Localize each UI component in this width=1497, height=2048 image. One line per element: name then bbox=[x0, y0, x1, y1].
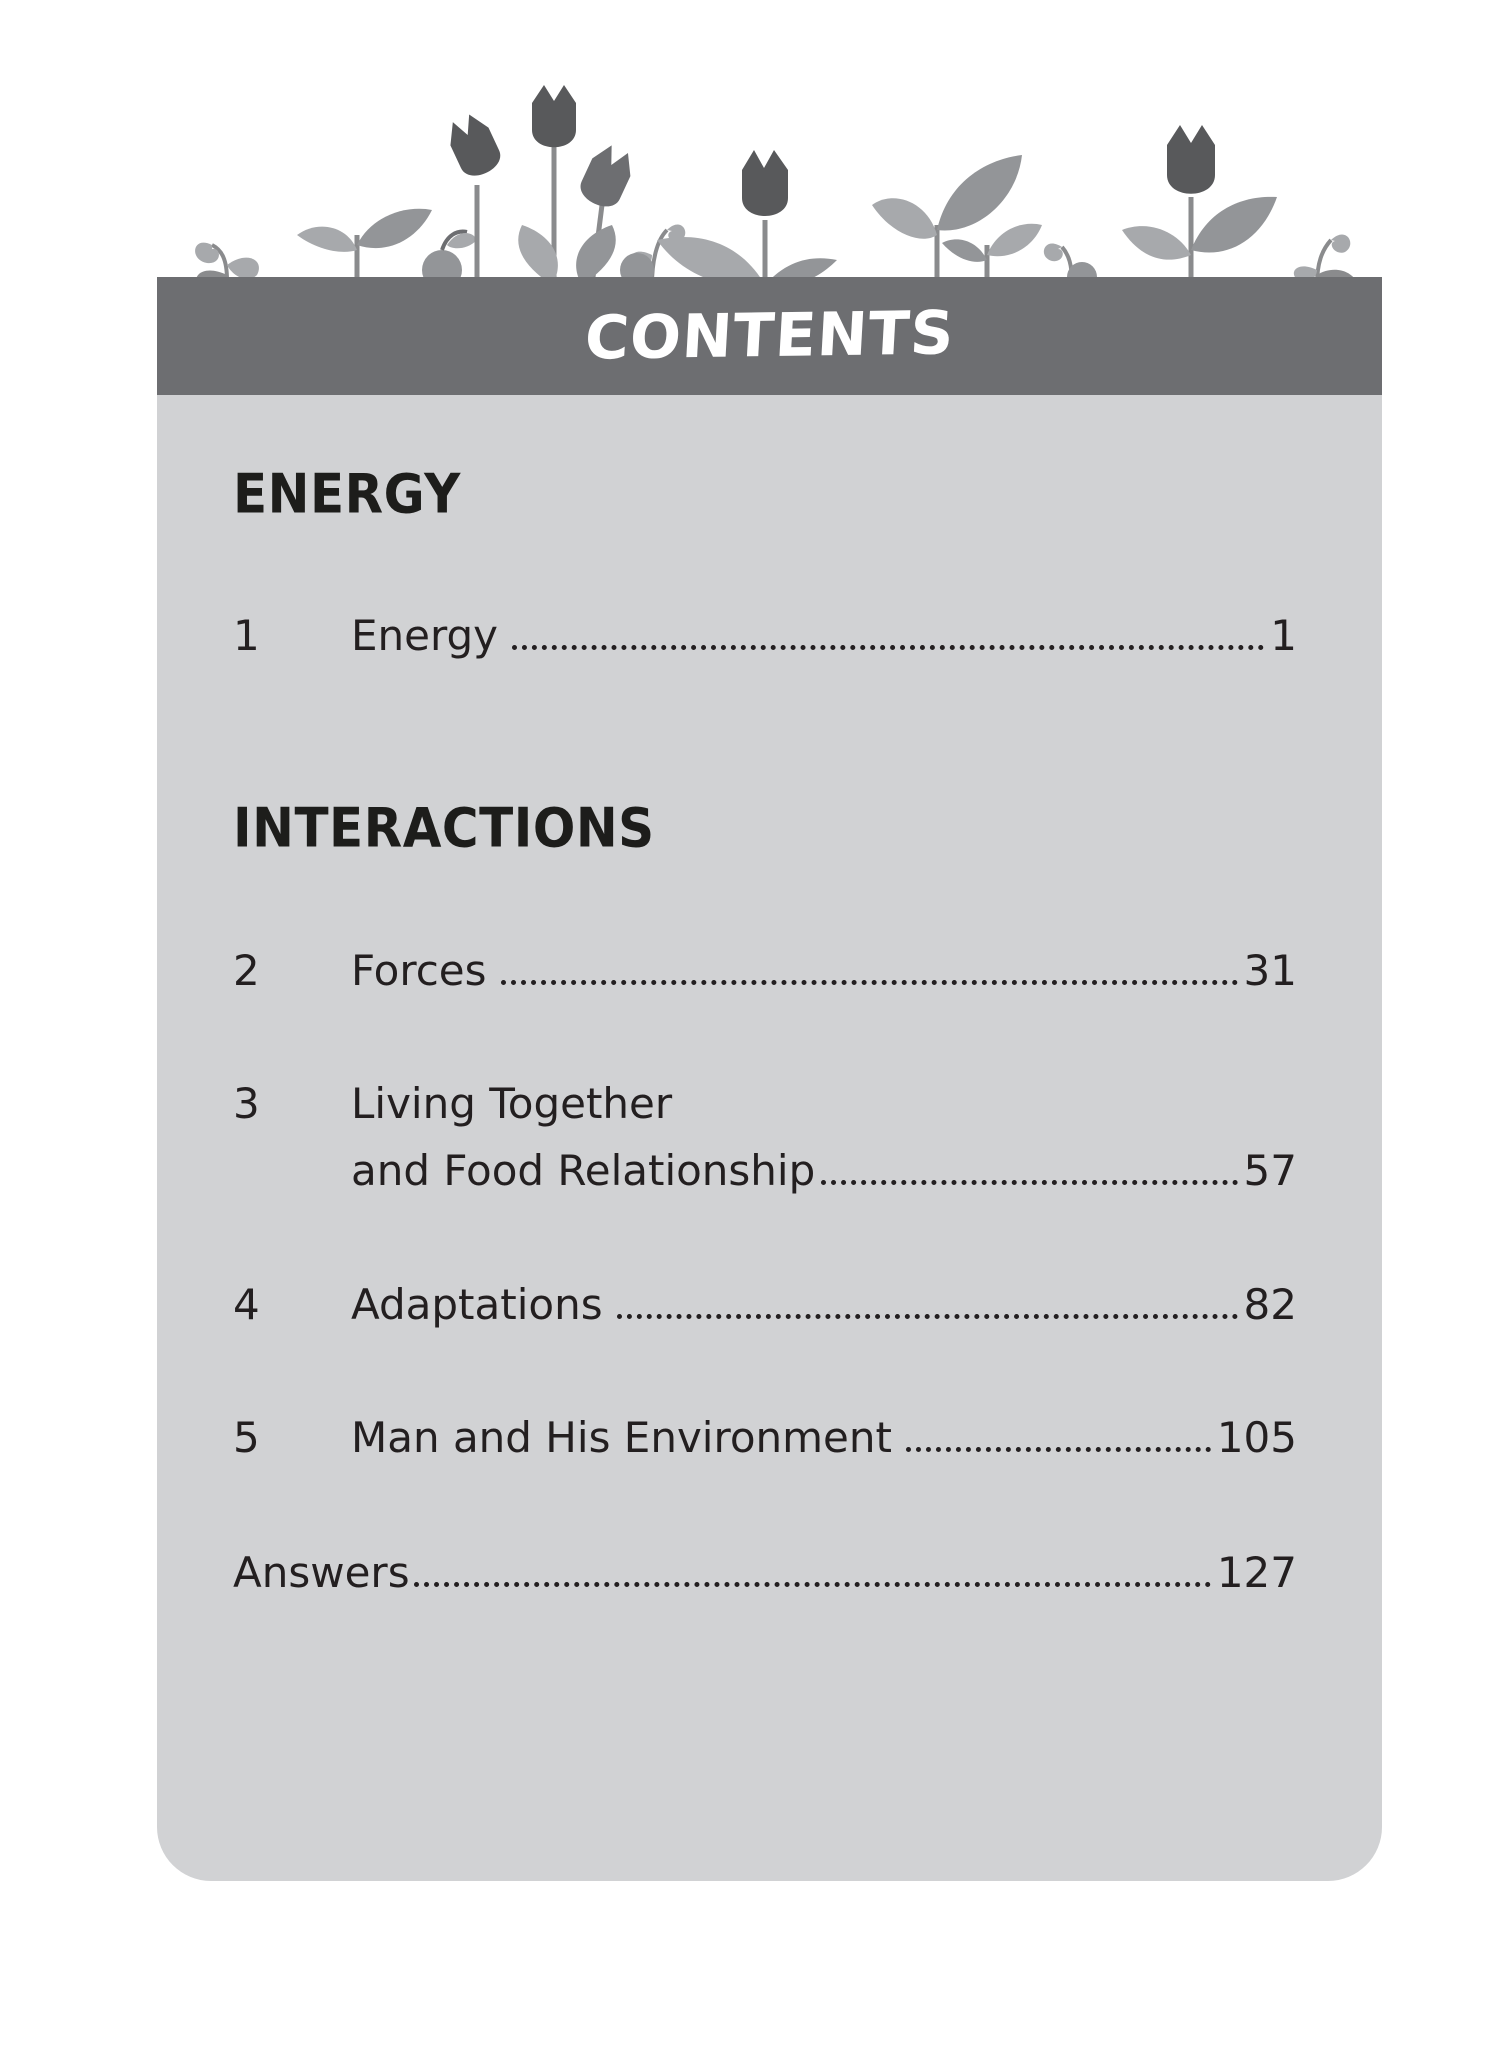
plant-decoration bbox=[157, 85, 1382, 285]
section-heading-energy: ENERGY bbox=[233, 462, 461, 526]
dot-leader bbox=[617, 1314, 1238, 1319]
chapter-title-line1: Living Together bbox=[351, 1079, 673, 1128]
contents-banner bbox=[157, 277, 1382, 395]
chapter-title-line2: and Food Relationship bbox=[351, 1146, 816, 1195]
tulip-icon bbox=[1122, 125, 1277, 285]
page-title: CONTENTS bbox=[582, 298, 957, 374]
dot-leader bbox=[906, 1447, 1211, 1452]
chapter-title: Adaptations bbox=[351, 1280, 603, 1329]
dot-leader bbox=[501, 980, 1238, 985]
page-number: 105 bbox=[1216, 1413, 1297, 1462]
toc-entry-5[interactable] bbox=[233, 1413, 1297, 1463]
dot-leader bbox=[414, 1582, 1211, 1587]
toc-entry-1[interactable] bbox=[233, 611, 1297, 661]
section-heading-interactions: INTERACTIONS bbox=[233, 796, 655, 860]
toc-entry-2[interactable] bbox=[233, 946, 1297, 996]
chapter-title: Forces bbox=[351, 946, 487, 995]
toc-entry-answers[interactable] bbox=[233, 1548, 1297, 1598]
leaf-icon bbox=[297, 209, 432, 285]
chapter-title: Energy bbox=[351, 611, 499, 660]
dot-leader bbox=[512, 645, 1264, 650]
leaf-icon bbox=[872, 155, 1022, 285]
page-number: 1 bbox=[1270, 611, 1297, 660]
chapter-number: 5 bbox=[233, 1413, 260, 1462]
dot-leader bbox=[821, 1180, 1237, 1185]
chapter-number: 3 bbox=[233, 1079, 260, 1128]
toc-entry-3-line1[interactable] bbox=[233, 1079, 1297, 1129]
leaf-icon bbox=[942, 224, 1042, 285]
page-number: 57 bbox=[1243, 1146, 1297, 1195]
chapter-number: 1 bbox=[233, 611, 260, 660]
toc-entry-3-line2[interactable] bbox=[351, 1146, 1297, 1196]
contents-panel bbox=[157, 277, 1382, 1881]
page-number: 82 bbox=[1243, 1280, 1297, 1329]
page-number: 31 bbox=[1243, 946, 1297, 995]
chapter-number: 2 bbox=[233, 946, 260, 995]
page-number: 127 bbox=[1216, 1548, 1297, 1597]
leaf-icon bbox=[518, 225, 616, 285]
chapter-number: 4 bbox=[233, 1280, 260, 1329]
answers-title: Answers bbox=[233, 1548, 410, 1597]
tulip-icon bbox=[657, 150, 837, 285]
toc-entry-4[interactable] bbox=[233, 1280, 1297, 1330]
chapter-title: Man and His Environment bbox=[351, 1413, 892, 1462]
